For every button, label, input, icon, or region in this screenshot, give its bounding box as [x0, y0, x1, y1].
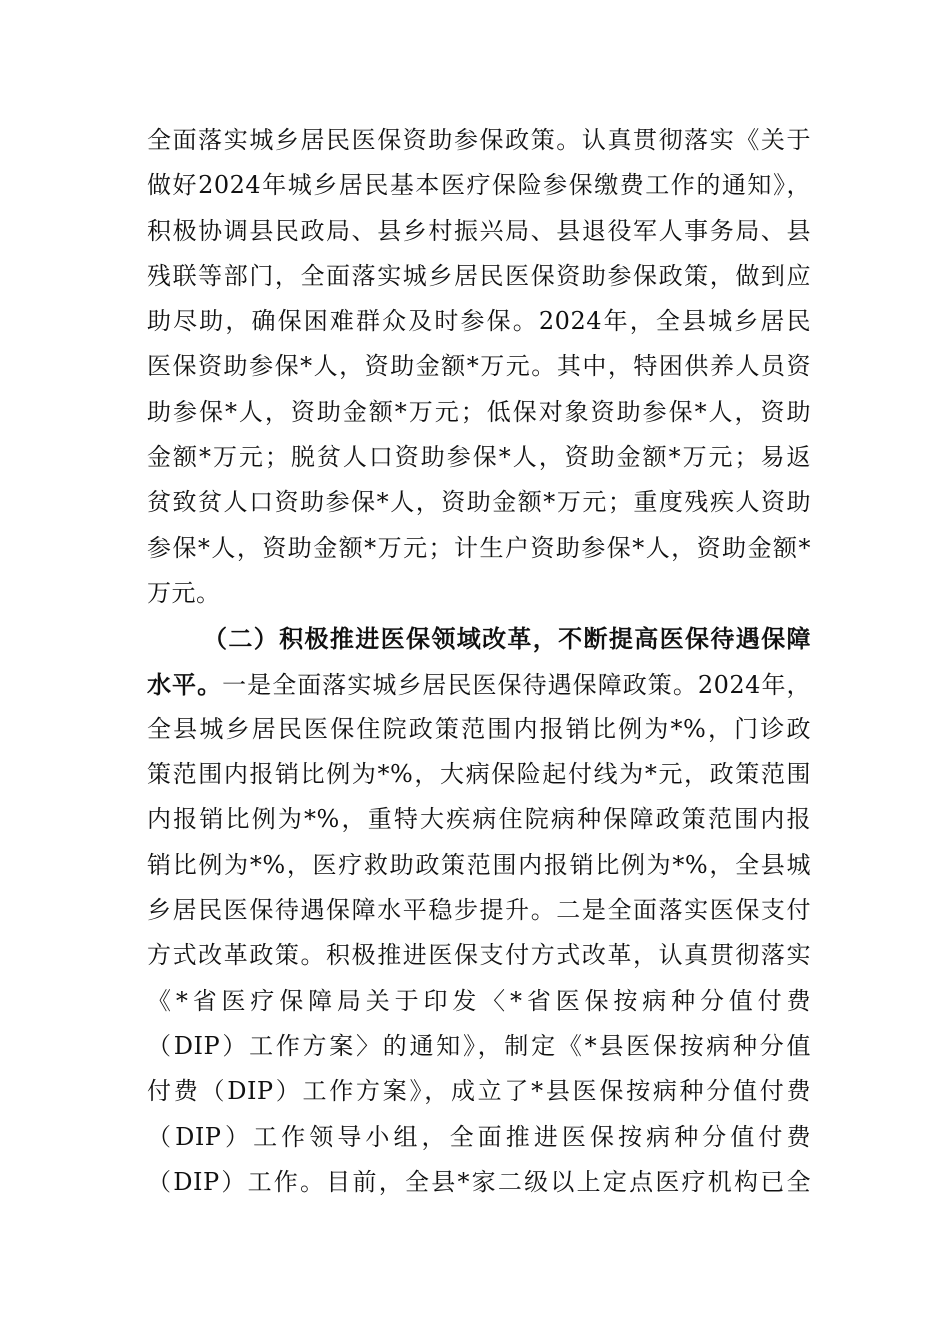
- text-line: 残联等部门，全面落实城乡居民医保资助参保政策，做到应: [147, 261, 811, 290]
- text-line: 助参保*人，资助金额*万元；低保对象资助参保*人，资助: [147, 397, 811, 426]
- text-run: 一是全面落实城乡居民医保待遇保障政策。2024年，: [222, 670, 812, 699]
- text-line: 积极协调县民政局、县乡村振兴局、县退役军人事务局、县: [147, 216, 811, 245]
- text-line: 方式改革政策。积极推进医保支付方式改革，认真贯彻落实: [147, 941, 811, 970]
- text-line: 助尽助，确保困难群众及时参保。2024年，全县城乡居民: [147, 307, 811, 336]
- text-line: 销比例为*%，医疗救助政策范围内报销比例为*%，全县城: [147, 850, 811, 879]
- text-line: 医保资助参保*人，资助金额*万元。其中，特困供养人员资: [147, 352, 811, 381]
- text-line: 做好2024年城乡居民基本医疗保险参保缴费工作的通知》，: [147, 171, 811, 200]
- text-line: 贫致贫人口资助参保*人，资助金额*万元；重度残疾人资助: [147, 488, 811, 517]
- text-line: （DIP）工作领导小组，全面推进医保按病种分值付费: [147, 1122, 811, 1151]
- text-line: 乡居民医保待遇保障水平稳步提升。二是全面落实医保支付: [147, 896, 811, 925]
- text-line: 全县城乡居民医保住院政策范围内报销比例为*%，门诊政: [147, 714, 811, 743]
- text-line: 付费（DIP）工作方案》，成立了*县医保按病种分值付费: [147, 1077, 811, 1106]
- text-line: 万元。: [147, 578, 221, 607]
- text-line: 全面落实城乡居民医保资助参保政策。认真贯彻落实《关于: [147, 126, 811, 154]
- text-line: 金额*万元；脱贫人口资助参保*人，资助金额*万元；易返: [147, 443, 811, 472]
- section-heading: （二）积极推进医保领域改革，不断提高医保待遇保障: [203, 624, 811, 654]
- mixed-line: [147, 662, 811, 707]
- body-text: [147, 118, 811, 1205]
- text-line: （DIP）工作方案〉的通知》，制定《*县医保按病种分值: [147, 1031, 811, 1060]
- text-line: 内报销比例为*%，重特大疾病住院病种保障政策范围内报: [147, 805, 811, 834]
- text-line: （DIP）工作。目前，全县*家二级以上定点医疗机构已全: [147, 1167, 811, 1196]
- text-line: 策范围内报销比例为*%，大病保险起付线为*元，政策范围: [147, 760, 811, 789]
- text-line: 《*省医疗保障局关于印发〈*省医保按病种分值付费: [147, 986, 811, 1015]
- section-heading-end: 水平。: [147, 669, 223, 699]
- text-line: 参保*人，资助金额*万元；计生户资助参保*人，资助金额*: [147, 533, 811, 562]
